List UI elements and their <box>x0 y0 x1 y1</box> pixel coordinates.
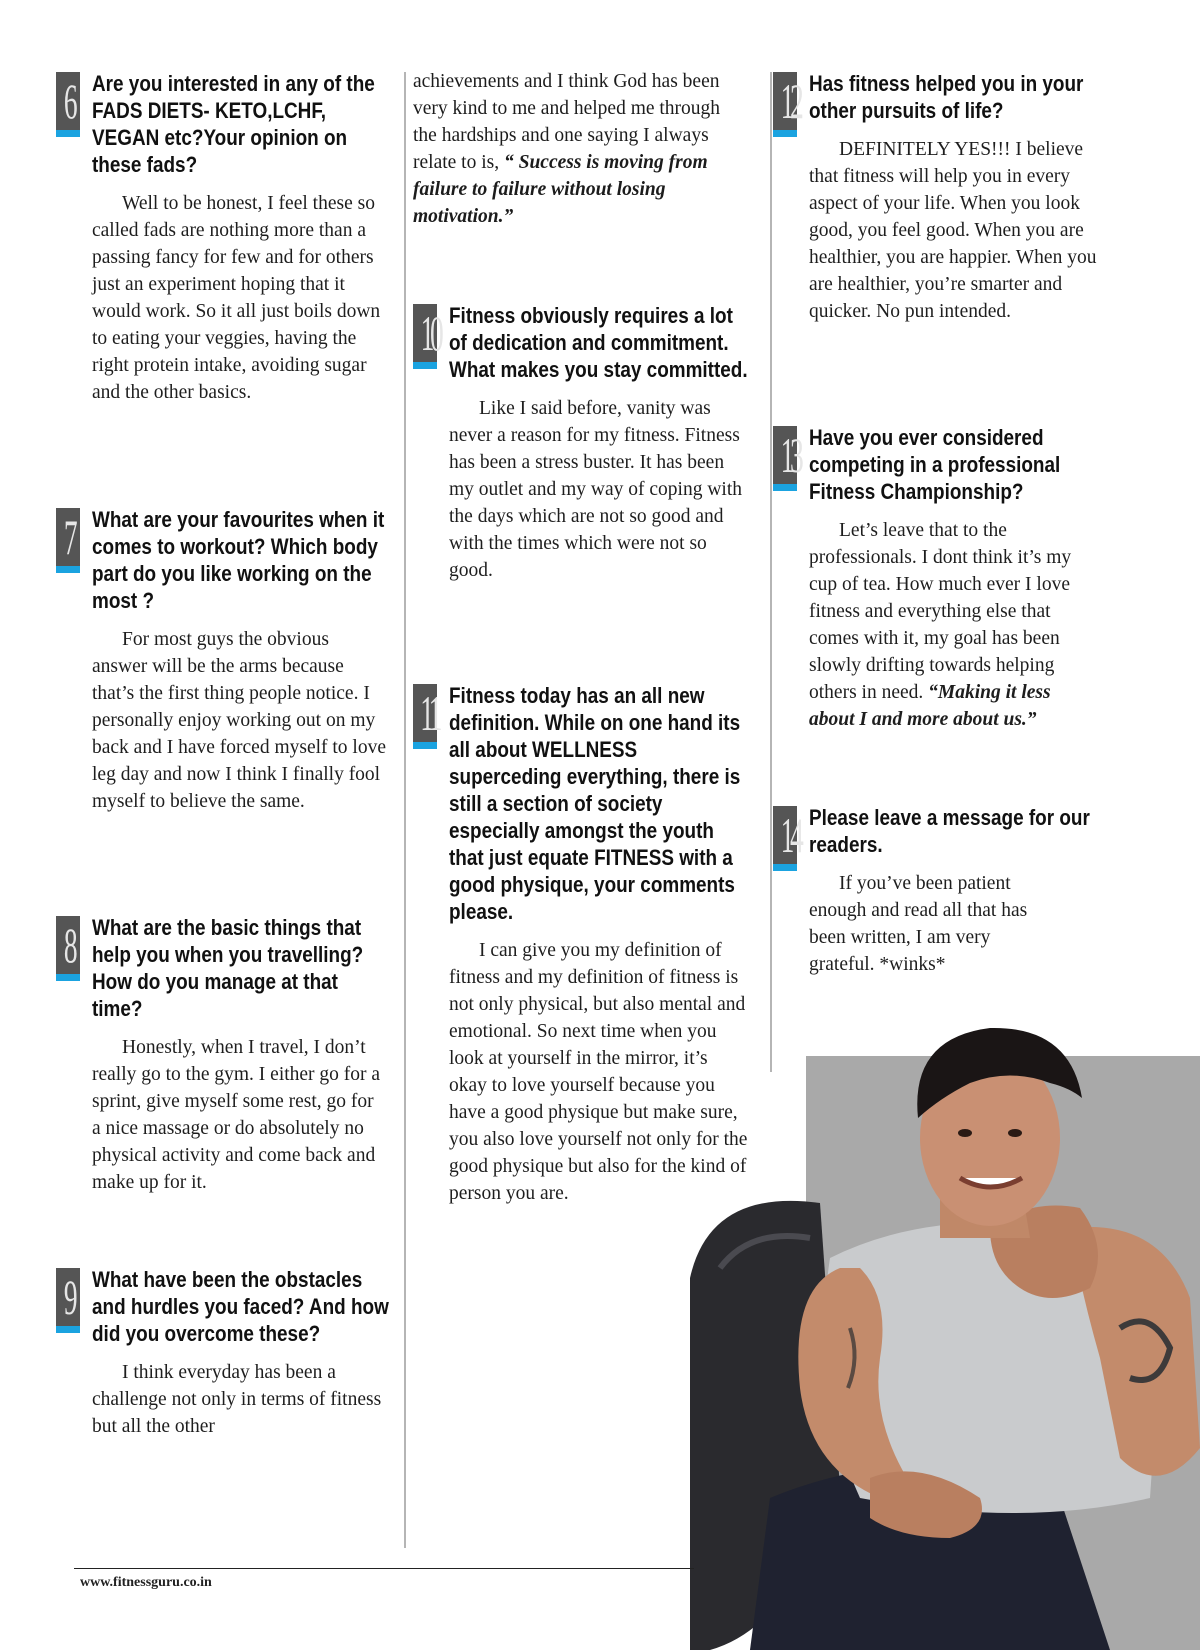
question-heading: Are you interested in any of the FADS DIETS- KETO,LCHF, VEGAN etc?Your opinion on these fads? <box>92 71 375 177</box>
column-divider <box>770 72 772 1072</box>
qa-8 <box>56 914 386 1196</box>
question-heading: Fitness obviously requires a lot of dedication and commitment. What makes you stay committed. <box>449 303 748 382</box>
question-number-badge: 12 <box>773 72 797 136</box>
question-number-badge: 8 <box>56 916 80 980</box>
qa-13 <box>773 424 1098 733</box>
question-number-badge: 7 <box>56 508 80 572</box>
answer-text: For most guys the obvious answer will be the arms because that’s the first thing people notice. I personally enjoy working out on my back and I have forced myself to love leg day and now I think I finally fool myself to believe the same. <box>92 629 387 812</box>
qa-7 <box>56 506 386 815</box>
column-divider <box>404 72 406 1548</box>
footer-url: www.fitnessguru.co.in <box>80 1575 212 1590</box>
question-number-badge: 6 <box>56 72 80 136</box>
answer-continuation: achievements and I think God has been very kind to me and helped me through the hardships and one saying I always relate to is, “ Success is moving from failure to failure without losing motivation.” <box>413 71 721 227</box>
question-heading: What have been the obstacles and hurdles you faced? And how did you overcome these? <box>92 1267 389 1346</box>
question-heading: Have you ever considered competing in a professional Fitness Championship? <box>809 425 1061 504</box>
answer-text: I think everyday has been a challenge not only in terms of fitness but all the other <box>92 1362 382 1437</box>
question-heading: Please leave a message for our readers. <box>809 805 1090 857</box>
qa-14 <box>773 804 1098 978</box>
question-heading: Has fitness helped you in your other pursuits of life? <box>809 71 1084 123</box>
answer-text: Like I said before, vanity was never a reason for my fitness. Fitness has been a stress buster. It has been my outlet and my way of coping with the days which are not so good and with the times which were not so good. <box>449 398 742 581</box>
question-number-badge: 10 <box>413 304 437 368</box>
quote: “ Success is moving from failure to failure without losing motivation.” <box>413 152 708 227</box>
question-number-badge: 13 <box>773 426 797 490</box>
answer-text: I can give you my definition of fitness and my definition of fitness is not only physical, but also mental and emotional. So next time when you look at yourself in the mirror, it’s okay to love yourself because you have a good physique but make sure, you also love yourself not only for the good physique but also for the kind of person you are. <box>449 940 748 1204</box>
question-heading: Fitness today has an all new definition. While on one hand its all about WELLNESS superceding everything, there is still a section of society especially amongst the youth that just equate FITNESS with a good physique, your comments please. <box>449 683 741 924</box>
qa-12 <box>773 70 1098 325</box>
quote: “Making it less about I and more about us.” <box>809 682 1051 730</box>
qa-9 <box>56 1266 389 1440</box>
answer-text: Honestly, when I travel, I don’t really go to the gym. I either go for a sprint, give myself some rest, go for a nice massage or do absolutely no physical activity and come back and make up for it. <box>92 1037 381 1193</box>
question-heading: What are your favourites when it comes to workout? Which body part do you like working on the most ? <box>92 507 385 613</box>
question-heading: What are the basic things that help you when you travelling? How do you manage at that time? <box>92 915 364 1021</box>
question-number-badge: 9 <box>56 1268 80 1332</box>
answer-text: Let’s leave that to the professionals. I dont think it’s my cup of tea. How much ever I love fitness and everything else that comes with it, my goal has been slowly drifting towards helping others in need. “Making it less about I and more about us.” <box>809 520 1072 730</box>
question-number-badge: 14 <box>773 806 797 870</box>
answer-text: Well to be honest, I feel these so called fads are nothing more than a passing fancy for few and for others just an experiment hoping that it would work. So it all just boils down to eating your veggies, having the right protein intake, avoiding sugar and the other basics. <box>92 193 381 403</box>
qa-6 <box>56 70 386 406</box>
qa-10 <box>413 302 753 584</box>
footer-rule <box>74 1568 694 1569</box>
answer-text: If you’ve been patient enough and read all that has been written, I am very grateful. *winks* <box>809 873 1028 975</box>
answer-text: DEFINITELY YES!!! I believe that fitness will help you in every aspect of your life. When you look good, you feel good. When you are healthier, you are happier. When you are healthier, you’re smarter and quicker. No pun intended. <box>809 139 1097 322</box>
athlete-photo <box>690 1028 1200 1650</box>
question-number-badge: 11 <box>413 684 437 748</box>
